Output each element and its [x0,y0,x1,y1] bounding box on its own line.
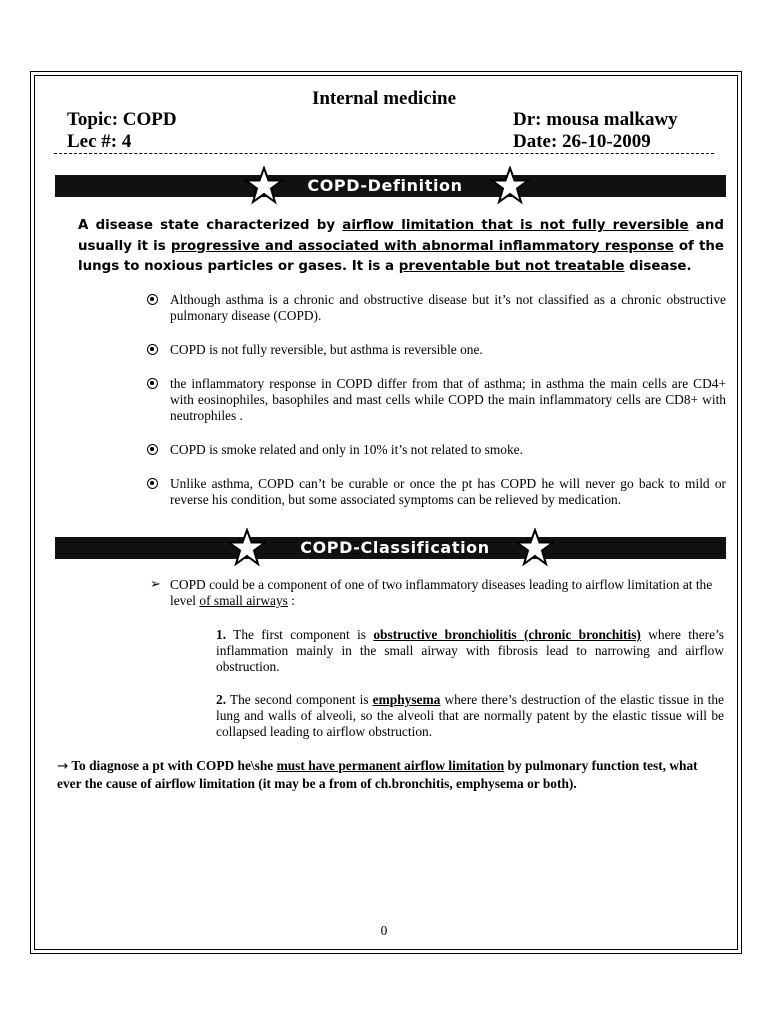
component-1 [216,627,724,675]
definition-underlined-text: preventable but not treatable [398,259,625,274]
list-item-text: COPD is smoke related and only in 10% it’s not related to smoke. [170,442,523,457]
definition-bullet-list [146,292,726,526]
arrow-right-icon: → [57,759,69,774]
arrow-right-icon: ➢ [150,577,161,592]
definition-text: disease. [624,259,692,274]
header-divider [54,153,714,154]
component-text: where there’s destruction of the elastic tissue in the lung and walls of alveoli, so the alveoli that are normally patent by the elastic tissue will be collapsed leading to airflow obstruction. [216,692,724,739]
diagnosis-underlined-text: must have permanent airflow limitation [276,758,505,773]
list-item [146,342,726,358]
classification-underlined-text: of small airways [199,593,288,608]
list-item-text: Unlike asthma, COPD can’t be curable or once the pt has COPD he will never go back to mild or reverse his condition, but some associated symptoms can be relieved by medication. [170,476,726,507]
page-number: 0 [380,923,388,938]
target-bullet-icon [147,294,158,305]
diagnosis-paragraph [57,757,725,792]
definition-section-title: COPD-Definition [282,175,488,197]
component-2 [216,692,724,740]
star-icon [227,528,267,568]
topic-label: Topic: COPD [67,109,177,130]
star-icon [244,166,284,206]
component-number: 2. [216,692,227,707]
definition-underlined-text: airflow limitation that is not fully reversible [342,218,689,233]
definition-section-bar [55,175,726,197]
component-number: 1. [216,627,227,642]
diagnosis-text: by pulmonary function test, what ever the cause of airflow limitation (it may be a from of ch.bronchitis, emphysema or both). [57,758,698,791]
classification-intro [150,577,724,609]
classification-section-bar [55,537,726,559]
definition-text: and usually it is [78,218,724,254]
list-item [146,376,726,424]
lecture-label: Lec #: 4 [67,131,132,152]
classification-text: : [287,593,295,608]
classification-text: COPD could be a component of one of two inflammatory diseases leading to airflow limitation at the level [170,577,713,608]
component-term: emphysema [372,692,441,707]
target-bullet-icon [147,344,158,355]
list-item [146,442,726,458]
component-text: The first component is [226,627,374,642]
classification-section-title: COPD-Classification [257,537,533,559]
copd-definition-paragraph [78,216,724,278]
list-item-text: the inflammatory response in COPD differ from that of asthma; in asthma the main cells are CD4+ with eosinophiles, basophiles and mast cells while COPD the main inflammatory cells are CD8+ with neutrophiles . [170,376,726,423]
component-text: where there’s inflammation mainly in the small airway with fibrosis lead to narrowing and airflow obstruction. [216,627,724,674]
list-item-text: Although asthma is a chronic and obstructive disease but it’s not classified as a chronic obstructive pulmonary disease (COPD). [170,292,726,323]
target-bullet-icon [147,378,158,389]
component-term: obstructive bronchiolitis (chronic bronchitis) [373,627,641,642]
target-bullet-icon [147,478,158,489]
course-title: Internal medicine [311,88,457,109]
definition-text: A disease state characterized by [78,218,343,233]
target-bullet-icon [147,444,158,455]
definition-underlined-text: progressive and associated with abnormal inflammatory response [170,238,674,254]
doctor-label: Dr: mousa malkawy [513,109,678,130]
list-item-text: COPD is not fully reversible, but asthma is reversible one. [170,342,483,357]
diagnosis-text: To diagnose a pt with COPD he\she [68,758,277,773]
component-text: The second component is [226,692,373,707]
star-icon [515,528,555,568]
definition-text: of the lungs to noxious particles or gases. It is a [78,238,724,274]
date-label: Date: 26-10-2009 [513,131,651,152]
list-item [146,292,726,324]
star-icon [490,166,530,206]
list-item [146,476,726,508]
